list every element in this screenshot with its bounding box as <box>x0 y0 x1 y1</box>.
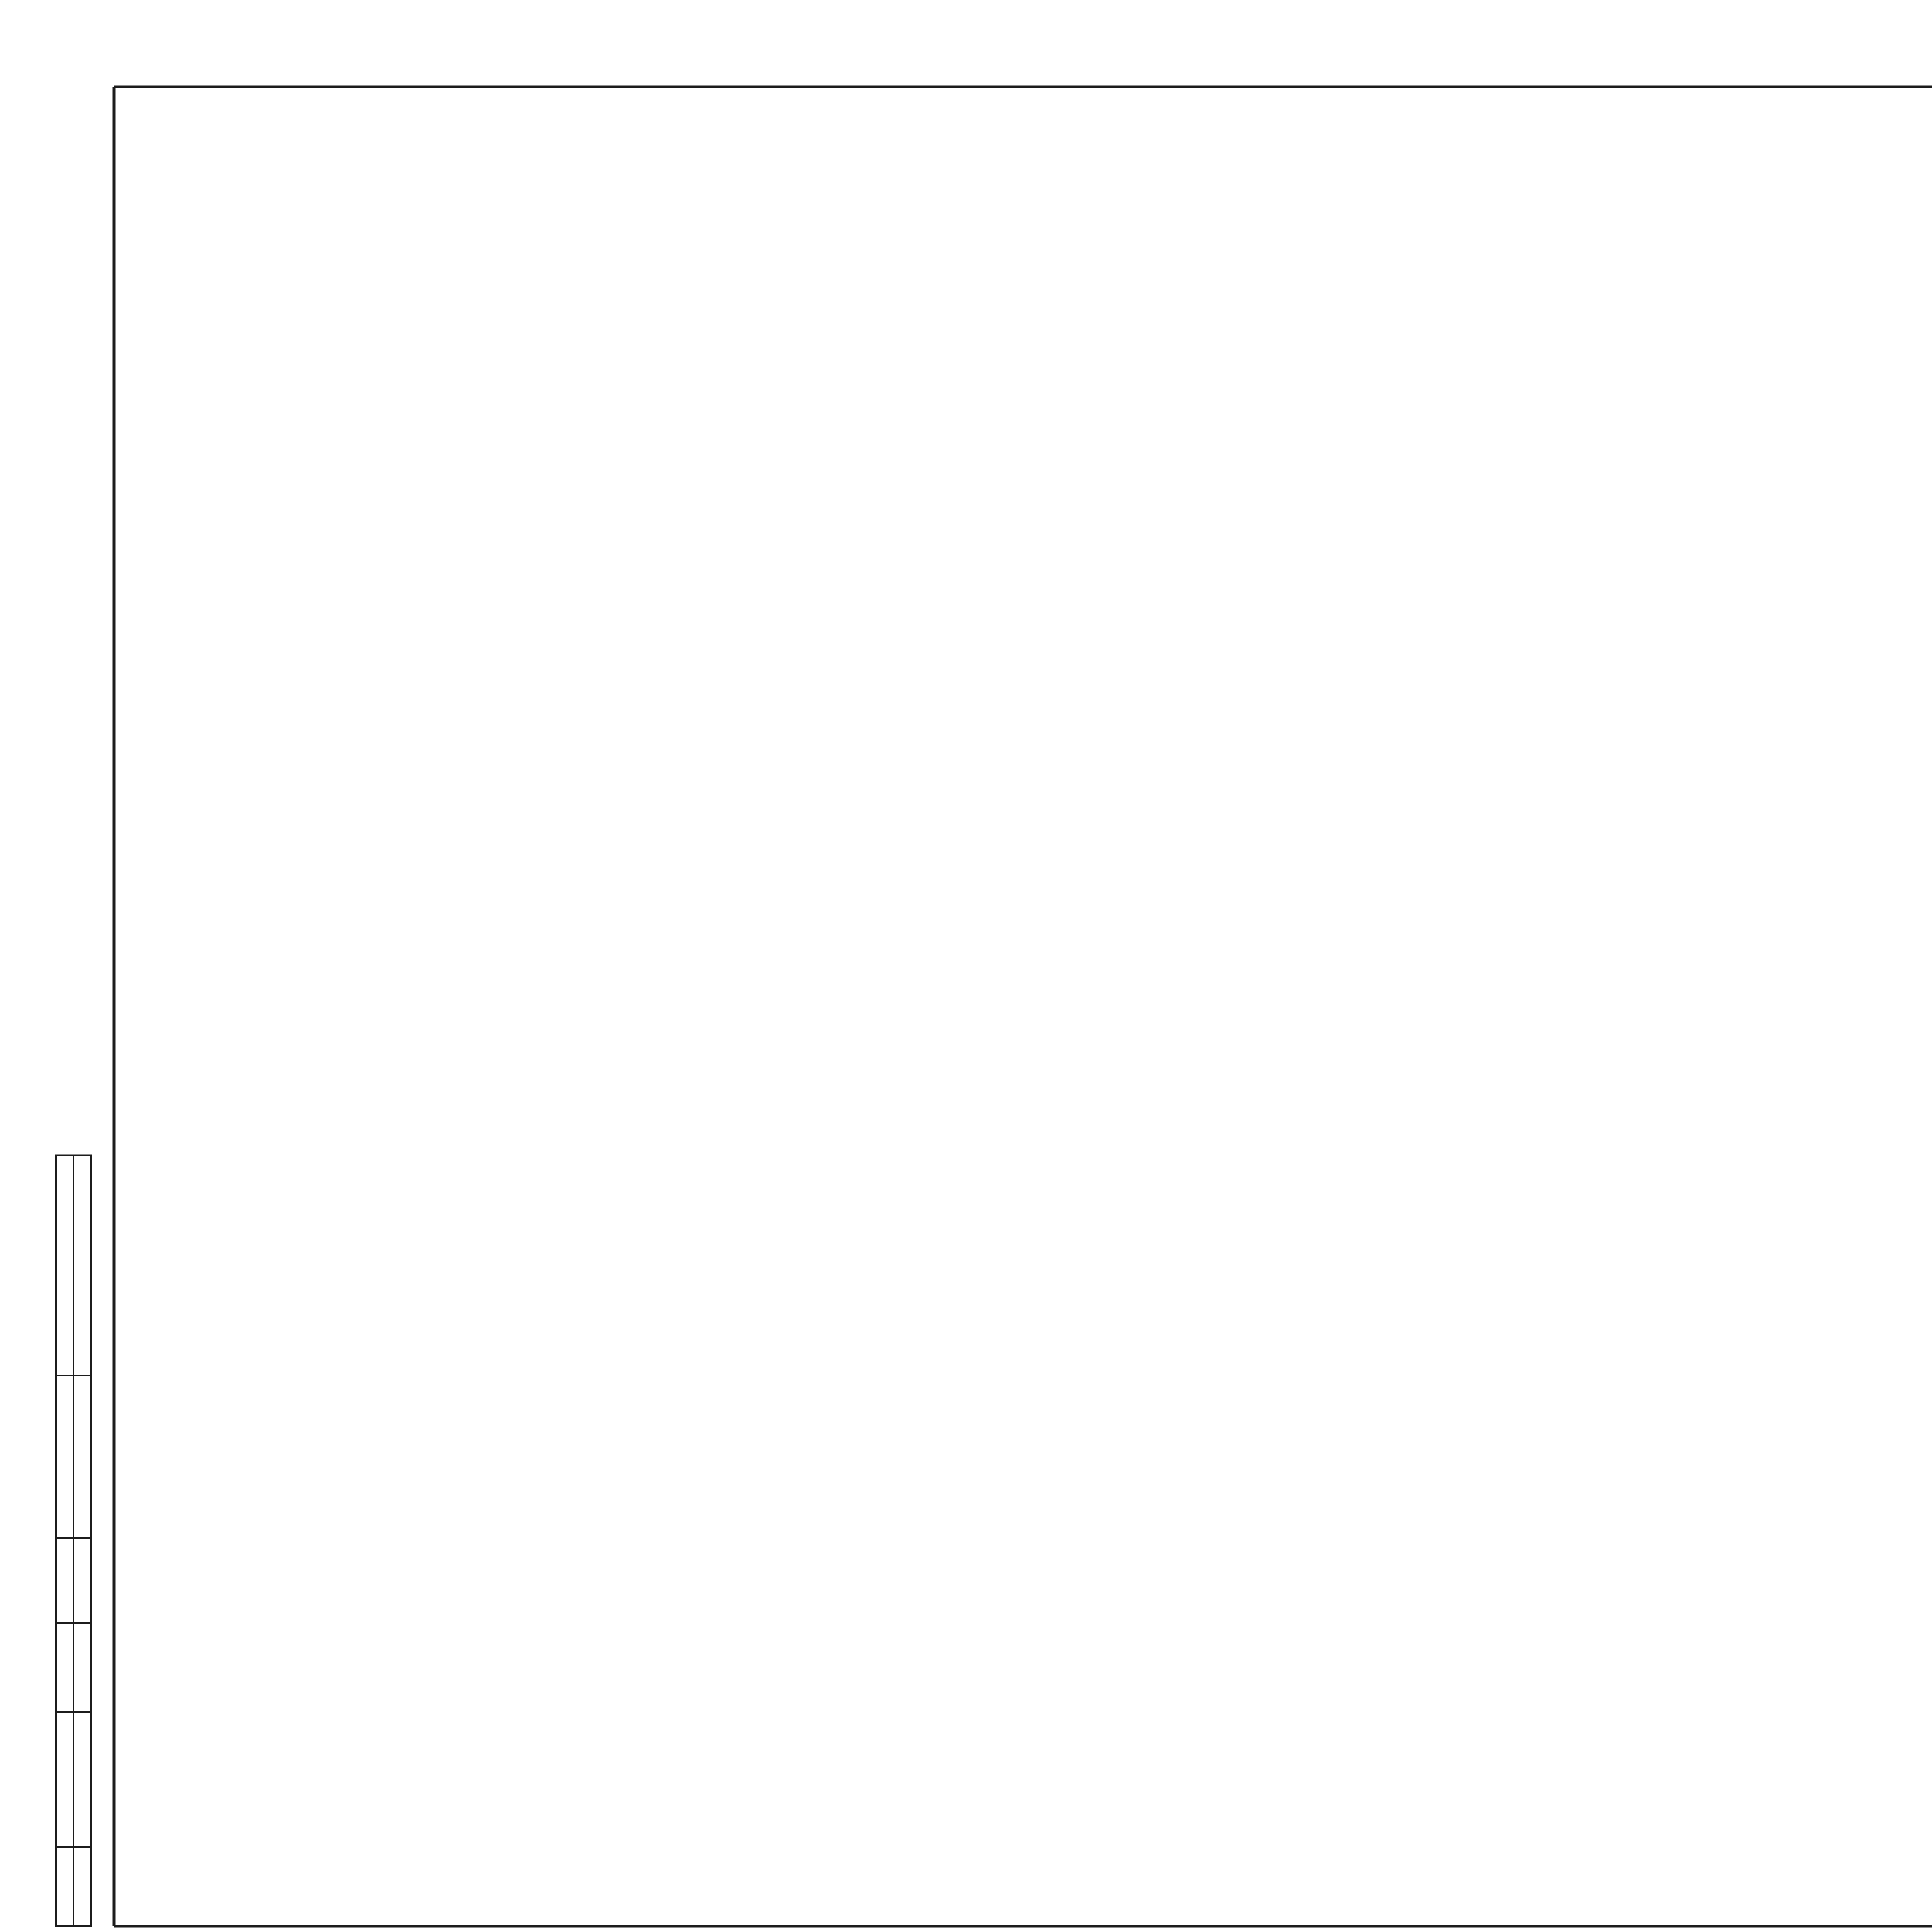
sheet-frame <box>114 39 1932 1926</box>
margin-stamp <box>56 1155 91 1926</box>
